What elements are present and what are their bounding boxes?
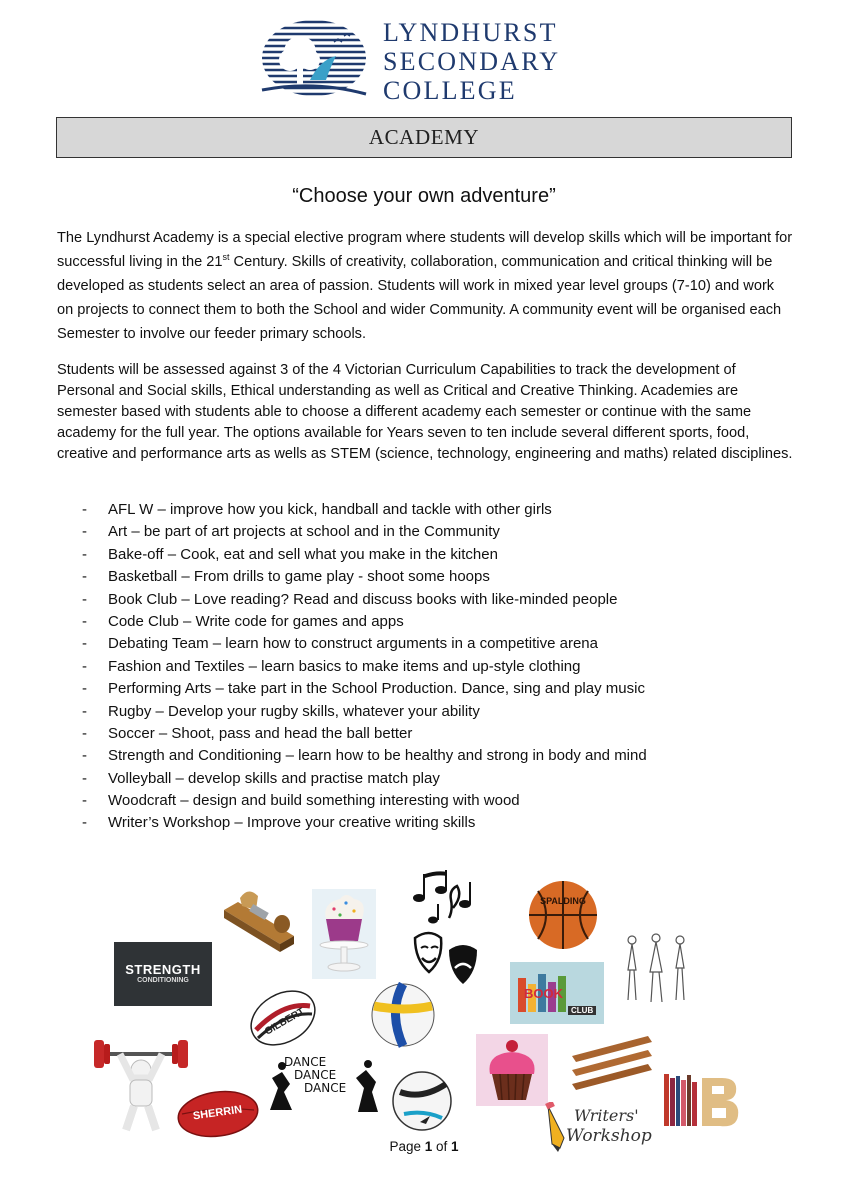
- title-banner: [56, 117, 792, 158]
- basketball-brand: SPALDING: [540, 896, 586, 906]
- volleyball-image: [370, 982, 436, 1048]
- page-of: of: [432, 1139, 452, 1154]
- basketball-image: [526, 878, 600, 952]
- soccer-ball-image: [390, 1070, 454, 1132]
- list-item: - AFL W – improve how you kick, handball and tackle with other girls: [82, 499, 647, 521]
- list-item: - Fashion and Textiles – learn basics to make items and up-style clothing: [82, 656, 647, 678]
- wood-plane-image: [220, 880, 302, 958]
- intro-paragraph: [57, 226, 793, 346]
- school-logo-emblem: [260, 16, 368, 100]
- school-name: [383, 18, 560, 105]
- list-item: - Soccer – Shoot, pass and head the ball better: [82, 723, 647, 745]
- strength-conditioning-image: [114, 942, 212, 1006]
- subtitle: “Choose your own adventure”: [292, 185, 556, 207]
- afl-ball-brand: SHERRIN: [192, 1103, 243, 1123]
- writers-word: Writers': [574, 1106, 639, 1125]
- academy-list: [82, 499, 647, 835]
- dance-word-2: DANCE: [294, 1068, 337, 1082]
- list-item: - Debating Team – learn how to construct arguments in a competitive arena: [82, 633, 647, 655]
- intro-text-part1: The Lyndhurst Academy is a special elective program where students will develop skills which will be important for successful living in the 21: [57, 230, 793, 270]
- cupcake-image: [476, 1034, 548, 1106]
- intro-text-part2: Century. Skills of creativity, collaboration, communication and critical thinking will be developed as students select an area of passion. Students will work in mixed year level groups (7-10) and work on projects to connect them to both the School and wider Community. A community event will be organised each Semester to involve our feeder primary schools.: [57, 254, 782, 342]
- workshop-word: Workshop: [566, 1126, 652, 1146]
- list-item: - Book Club – Love reading? Read and discuss books with like-minded people: [82, 589, 647, 611]
- list-item: - Woodcraft – design and build something interesting with wood: [82, 790, 647, 812]
- current-page: 1: [424, 1139, 433, 1154]
- assessment-paragraph: Students will be assessed against 3 of the 4 Victorian Curriculum Capabilities to track the development of Personal and Social skills, Ethical understanding as well as Critical and Creative Thinking. Academies are semester based with students able to choose a different academy each semester or continue with the same academy for the full year. The options available for Years seven to ten include several different sports, food, creative and performance arts as wells as STEM (science, technology, engineering and maths) related disciplines.: [57, 362, 793, 462]
- total-pages: 1: [451, 1139, 459, 1154]
- page-title: ACADEMY: [368, 125, 480, 149]
- book-club-word1: BOOK: [524, 986, 563, 1001]
- fashion-sketch-image: [618, 930, 694, 1010]
- list-item: - Volleyball – develop skills and practise match play: [82, 768, 647, 790]
- rugby-ball-image: [246, 982, 320, 1054]
- rugby-ball-brand: GILBERT: [262, 1006, 307, 1038]
- list-item: - Bake-off – Cook, eat and sell what you make in the kitchen: [82, 544, 647, 566]
- list-item: - Performing Arts – take part in the School Production. Dance, sing and play music: [82, 678, 647, 700]
- conditioning-label: CONDITIONING: [137, 977, 189, 984]
- school-name-line3: COLLEGE: [383, 76, 517, 105]
- list-item: - Strength and Conditioning – learn how to be healthy and strong in body and mind: [82, 745, 647, 767]
- dance-image: [262, 1048, 386, 1118]
- page-number: [0, 1139, 848, 1154]
- book-club-image: [510, 962, 604, 1024]
- dance-word-3: DANCE: [304, 1081, 347, 1095]
- wood-planks-image: [568, 1032, 656, 1092]
- afl-football-image: [176, 1086, 260, 1142]
- page-prefix: Page: [389, 1139, 425, 1154]
- list-item: - Basketball – From drills to game play - shoot some hoops: [82, 566, 647, 588]
- school-name-line1: LYNDHURST: [383, 18, 558, 47]
- list-item: - Code Club – Write code for games and apps: [82, 611, 647, 633]
- list-item: - Art – be part of art projects at school and in the Community: [82, 521, 647, 543]
- dance-word-1: DANCE: [284, 1055, 327, 1069]
- books-bookend-image: [662, 1072, 742, 1128]
- music-and-theatre-masks-image: [405, 868, 487, 986]
- school-name-line2: SECONDARY: [383, 47, 561, 76]
- strength-label: STRENGTH: [125, 962, 201, 977]
- list-item: - Rugby – Develop your rugby skills, whatever your ability: [82, 701, 647, 723]
- book-club-word2: CLUB: [568, 1006, 596, 1015]
- list-item: - Writer’s Workshop – Improve your creative writing skills: [82, 812, 647, 834]
- cupcake-stand-image: [312, 889, 376, 979]
- ordinal-suffix: st: [222, 252, 230, 263]
